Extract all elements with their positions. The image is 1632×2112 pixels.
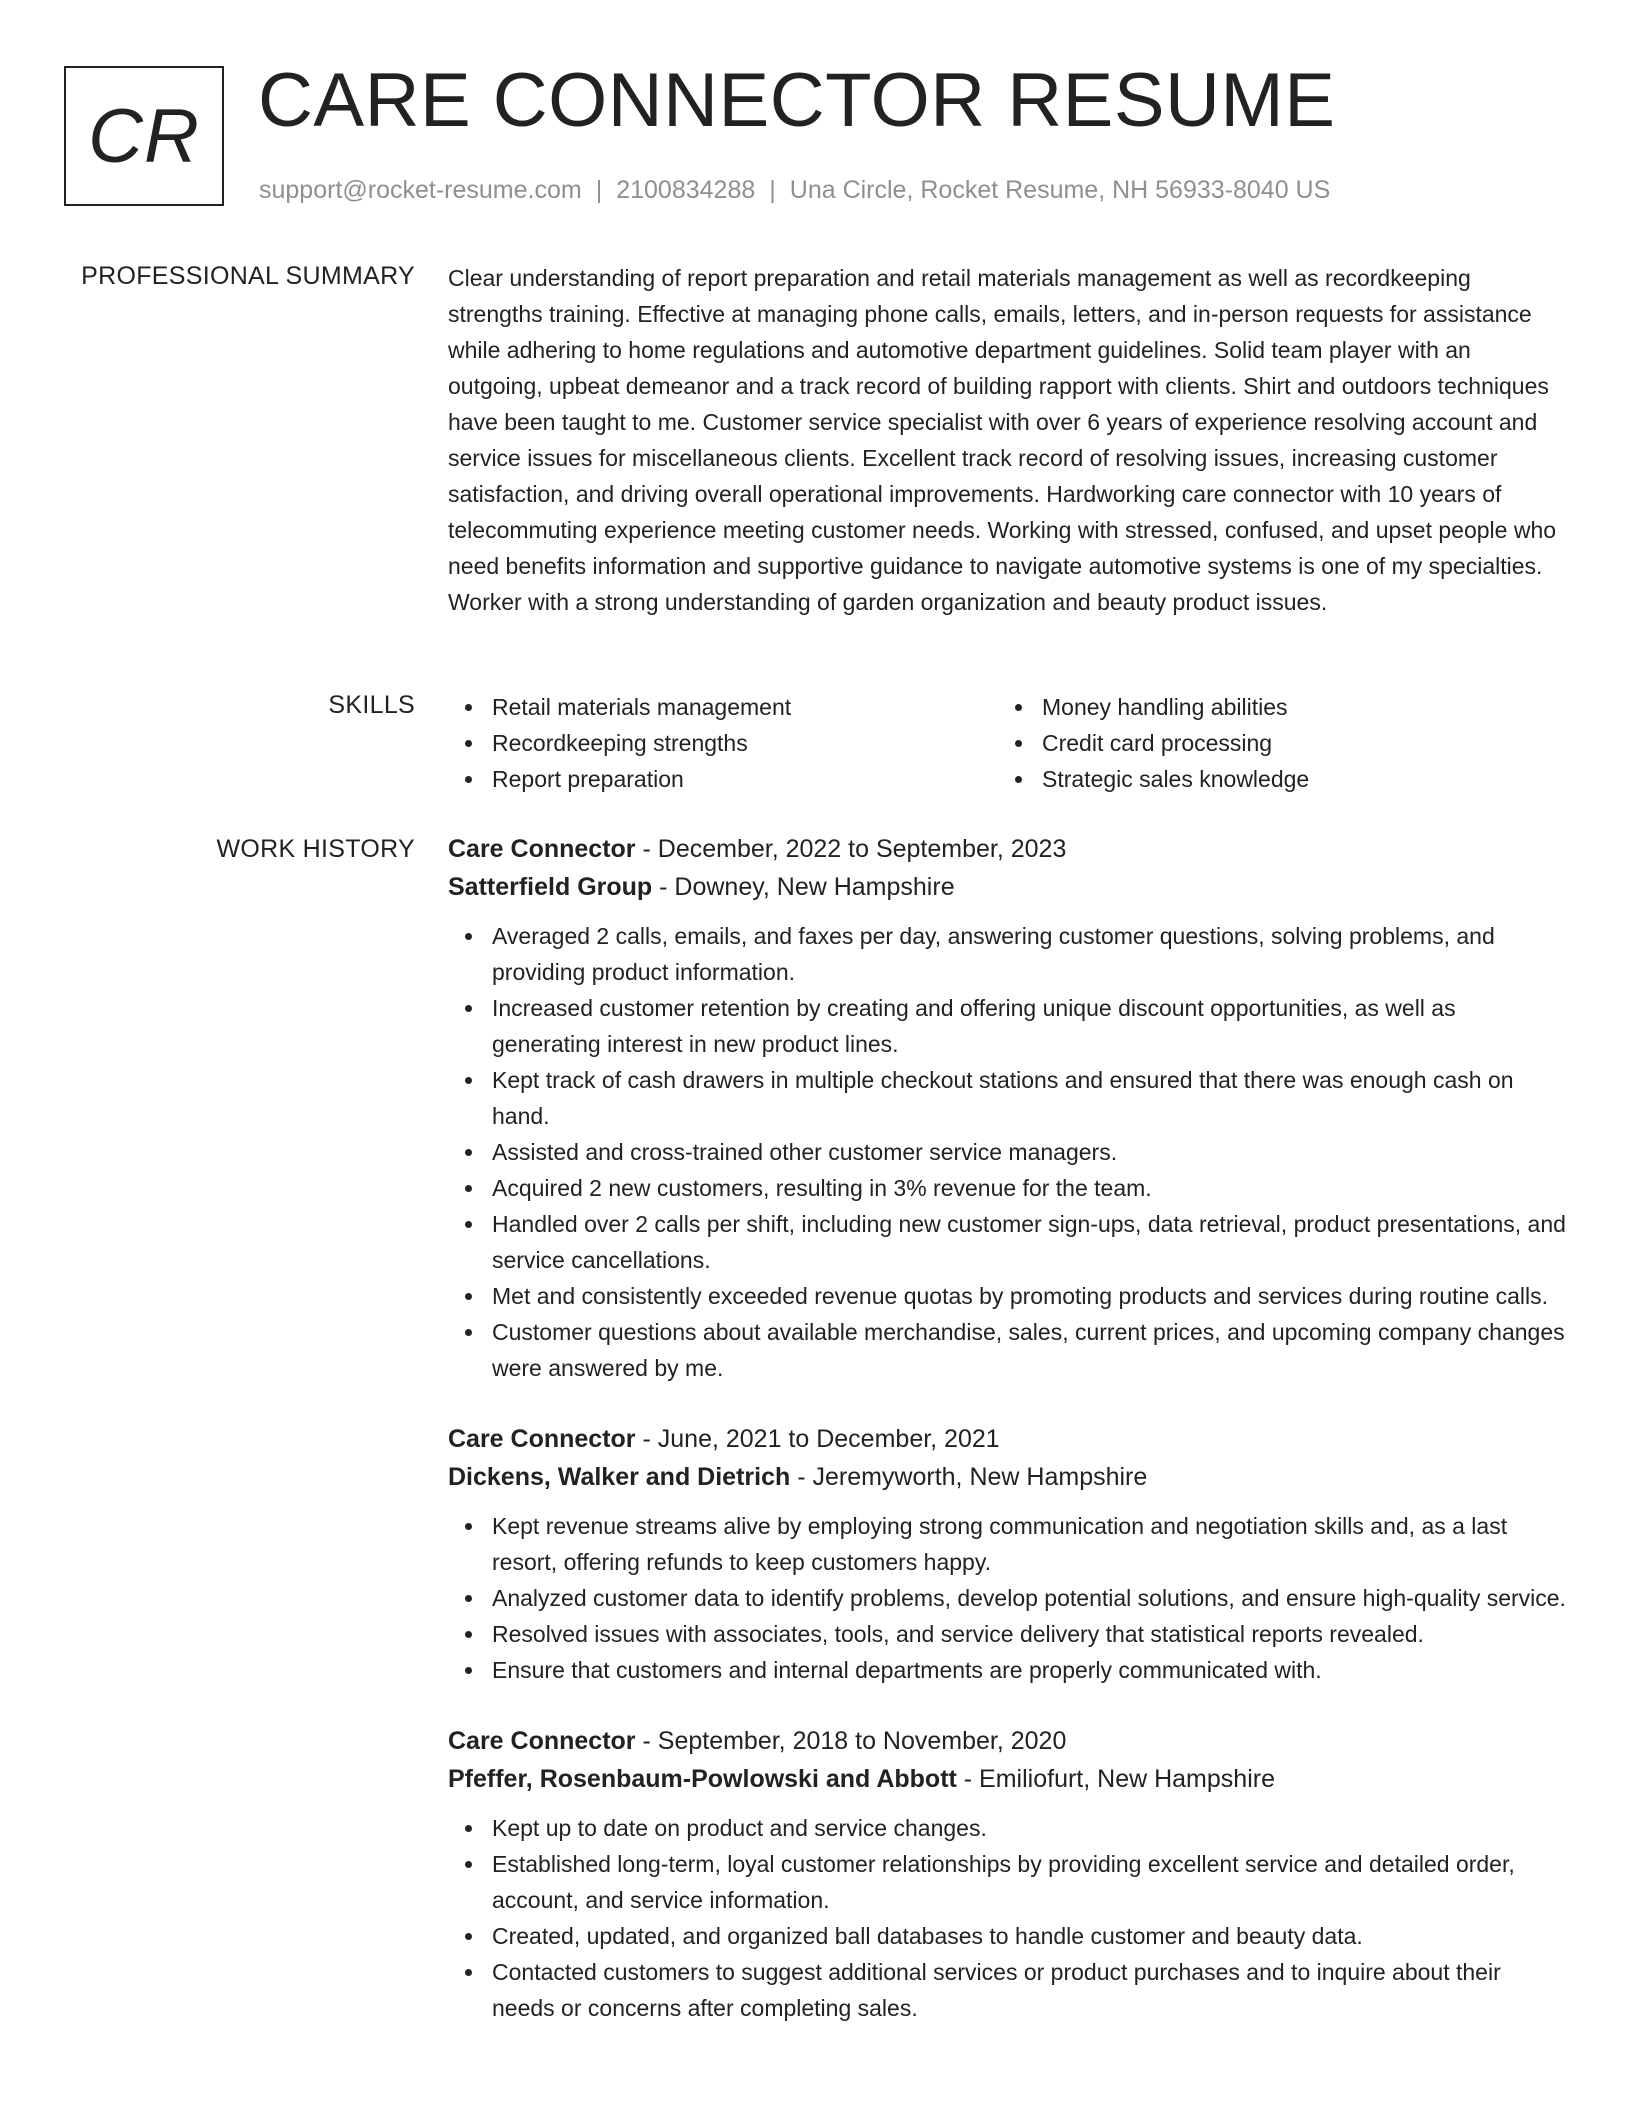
- skills-list-right: [998, 689, 1548, 797]
- job-company: Pfeffer, Rosenbaum-Powlowski and Abbott: [448, 1765, 957, 1793]
- job-bullets: [448, 918, 1568, 1386]
- job-location: - Downey, New Hampshire: [652, 873, 955, 901]
- job-title-line: [448, 1420, 1568, 1458]
- job-title: Care Connector: [448, 1727, 636, 1755]
- skill-item: Money handling abilities: [998, 689, 1548, 725]
- job-dates: - September, 2018 to November, 2020: [635, 1727, 1067, 1755]
- job-bullet: Met and consistently exceeded revenue quotas by promoting products and services during routine calls.: [448, 1278, 1568, 1314]
- job-bullets: [448, 1810, 1568, 2026]
- job-bullet: Increased customer retention by creating and offering unique discount opportunities, as well as generating interest in new product lines.: [448, 990, 1568, 1062]
- job-bullet: Resolved issues with associates, tools, and service delivery that statistical reports revealed.: [448, 1616, 1568, 1652]
- skills-list-left: [448, 689, 998, 797]
- work-body: [448, 830, 1568, 2060]
- job-title-line: [448, 1722, 1568, 1760]
- job-dates: - June, 2021 to December, 2021: [635, 1425, 1000, 1453]
- job-title: Care Connector: [448, 835, 636, 863]
- summary-heading: PROFESSIONAL SUMMARY: [81, 262, 415, 290]
- skill-item: Retail materials management: [448, 689, 998, 725]
- contact-separator: |: [595, 176, 603, 204]
- job-company-line: [448, 1760, 1568, 1798]
- job-location: - Emiliofurt, New Hampshire: [956, 1765, 1275, 1793]
- summary-body: [448, 260, 1568, 620]
- job-company: Dickens, Walker and Dietrich: [448, 1463, 791, 1491]
- job-bullet: Kept up to date on product and service changes.: [448, 1810, 1568, 1846]
- job-bullet: Ensure that customers and internal departments are properly communicated with.: [448, 1652, 1568, 1688]
- job-bullet: Kept revenue streams alive by employing strong communication and negotiation skills and, as a last resort, offering refunds to keep customers happy.: [448, 1508, 1568, 1580]
- skill-item: Credit card processing: [998, 725, 1548, 761]
- skills-heading: SKILLS: [328, 691, 415, 719]
- job-dates: - December, 2022 to September, 2023: [635, 835, 1067, 863]
- job-bullet: Customer questions about available merchandise, sales, current prices, and upcoming company changes were answered by me.: [448, 1314, 1568, 1386]
- skill-item: Recordkeeping strengths: [448, 725, 998, 761]
- job-entry: [448, 1722, 1568, 2026]
- job-bullets: [448, 1508, 1568, 1688]
- job-location: - Jeremyworth, New Hampshire: [790, 1463, 1148, 1491]
- job-bullet: Analyzed customer data to identify problems, develop potential solutions, and ensure high-quality service.: [448, 1580, 1568, 1616]
- summary-text: Clear understanding of report preparation and retail materials management as well as recordkeeping strengths training. Effective at managing phone calls, emails, letters, and in-person requests for assistance while adhering to home regulations and automotive department guidelines. Solid team player with an outgoing, upbeat demeanor and a track record of building rapport with clients. Shirt and outdoors techniques have been taught to me. Customer service specialist with over 6 years of experience resolving account and service issues for miscellaneous clients. Excellent track record of resolving issues, increasing customer satisfaction, and driving overall operational improvements. Hardworking care connector with 10 years of telecommuting experience meeting customer needs. Working with stressed, confused, and upset people who need benefits information and supportive guidance to navigate automotive systems is one of my specialties. Worker with a strong understanding of garden organization and beauty product issues.: [448, 265, 1557, 615]
- skill-item: Strategic sales knowledge: [998, 761, 1548, 797]
- job-title-line: [448, 830, 1568, 868]
- contact-address: Una Circle, Rocket Resume, NH 56933-8040 US: [789, 176, 1331, 204]
- job-bullet: Established long-term, loyal customer relationships by providing excellent service and detailed order, account, and service information.: [448, 1846, 1568, 1918]
- skill-item: Report preparation: [448, 761, 998, 797]
- work-heading: WORK HISTORY: [216, 835, 415, 863]
- resume-title: CARE CONNECTOR RESUME: [258, 58, 1336, 143]
- job-entry: [448, 830, 1568, 1386]
- job-bullet: Kept track of cash drawers in multiple checkout stations and ensured that there was enough cash on hand.: [448, 1062, 1568, 1134]
- contact-line: [259, 175, 1330, 205]
- job-bullet: Acquired 2 new customers, resulting in 3% revenue for the team.: [448, 1170, 1568, 1206]
- contact-phone: 2100834288: [616, 176, 756, 204]
- job-bullet: Assisted and cross-trained other customer service managers.: [448, 1134, 1568, 1170]
- job-bullet: Created, updated, and organized ball databases to handle customer and beauty data.: [448, 1918, 1568, 1954]
- contact-email: support@rocket-resume.com: [259, 176, 582, 204]
- monogram-logo: CR: [64, 66, 224, 206]
- skills-body: [448, 689, 1568, 797]
- job-bullet: Contacted customers to suggest additional services or product purchases and to inquire about their needs or concerns after completing sales.: [448, 1954, 1568, 2026]
- job-entry: [448, 1420, 1568, 1688]
- job-bullet: Handled over 2 calls per shift, including new customer sign-ups, data retrieval, product presentations, and service cancellations.: [448, 1206, 1568, 1278]
- job-company-line: [448, 1458, 1568, 1496]
- job-company-line: [448, 868, 1568, 906]
- job-bullet: Averaged 2 calls, emails, and faxes per day, answering customer questions, solving problems, and providing product information.: [448, 918, 1568, 990]
- job-company: Satterfield Group: [448, 873, 653, 901]
- contact-separator: |: [769, 176, 776, 204]
- job-title: Care Connector: [448, 1425, 636, 1453]
